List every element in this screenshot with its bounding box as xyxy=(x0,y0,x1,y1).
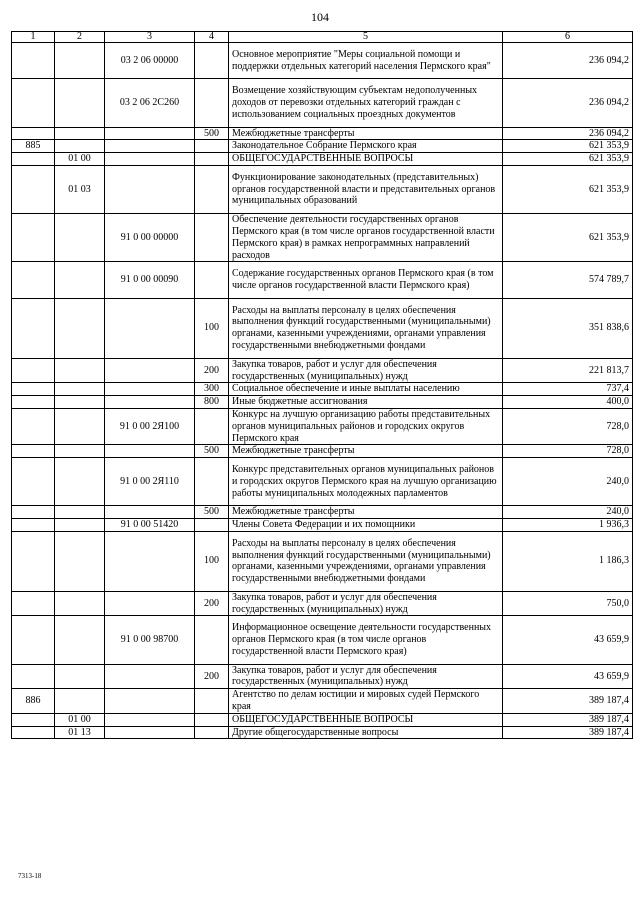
admin-code-cell xyxy=(12,383,55,396)
table-row xyxy=(12,664,633,689)
target-code-cell: 91 0 00 98700 xyxy=(105,616,195,664)
description-cell: Основное мероприятие "Меры социальной помощи и поддержки отдельных категорий населения Пермского края" xyxy=(229,43,503,79)
target-code-cell xyxy=(105,383,195,396)
table-row xyxy=(12,43,633,79)
admin-code-cell xyxy=(12,298,55,358)
expense-type-cell xyxy=(195,458,229,506)
section-code-cell xyxy=(55,458,105,506)
target-code-cell xyxy=(105,689,195,714)
target-code-cell xyxy=(105,396,195,409)
table-row xyxy=(12,214,633,262)
description-cell: Конкурс на лучшую организацию работы представительных органов муниципальных районов и городских округов Пермского края xyxy=(229,408,503,444)
target-code-cell: 91 0 00 2Я110 xyxy=(105,458,195,506)
expense-type-cell: 200 xyxy=(195,591,229,616)
table-row xyxy=(12,408,633,444)
admin-code-cell xyxy=(12,506,55,519)
expense-type-cell xyxy=(195,408,229,444)
amount-cell: 236 094,2 xyxy=(503,127,633,140)
amount-cell: 236 094,2 xyxy=(503,43,633,79)
table-row xyxy=(12,689,633,714)
section-code-cell: 01 00 xyxy=(55,153,105,166)
expense-type-cell: 200 xyxy=(195,358,229,383)
amount-cell: 240,0 xyxy=(503,506,633,519)
section-code-cell xyxy=(55,43,105,79)
amount-cell: 621 353,9 xyxy=(503,165,633,213)
amount-cell: 351 838,6 xyxy=(503,298,633,358)
expense-type-cell: 300 xyxy=(195,383,229,396)
section-code-cell xyxy=(55,79,105,127)
column-header: 6 xyxy=(503,32,633,43)
expense-type-cell: 100 xyxy=(195,298,229,358)
target-code-cell: 91 0 00 00090 xyxy=(105,262,195,298)
expense-type-cell xyxy=(195,726,229,739)
expense-type-cell xyxy=(195,262,229,298)
section-code-cell xyxy=(55,140,105,153)
table-row xyxy=(12,298,633,358)
section-code-cell xyxy=(55,445,105,458)
target-code-cell xyxy=(105,127,195,140)
amount-cell: 621 353,9 xyxy=(503,140,633,153)
table-row xyxy=(12,153,633,166)
target-code-cell xyxy=(105,664,195,689)
description-cell: Конкурс представительных органов муниципальных районов и городских округов Пермского края на лучшую организацию работы муниципальных молодежных парламентов xyxy=(229,458,503,506)
target-code-cell: 91 0 00 51420 xyxy=(105,519,195,532)
description-cell: Расходы на выплаты персоналу в целях обеспечения выполнения функций государственными (муниципальными) органами, казенными учреждениями, органами управления государственными внебюджетными фондами xyxy=(229,531,503,591)
document-code: 7313-18 xyxy=(18,872,42,880)
amount-cell: 240,0 xyxy=(503,458,633,506)
table-row xyxy=(12,396,633,409)
column-header: 5 xyxy=(229,32,503,43)
target-code-cell xyxy=(105,726,195,739)
column-header: 4 xyxy=(195,32,229,43)
section-code-cell xyxy=(55,127,105,140)
target-code-cell xyxy=(105,531,195,591)
admin-code-cell xyxy=(12,408,55,444)
amount-cell: 728,0 xyxy=(503,445,633,458)
target-code-cell xyxy=(105,140,195,153)
description-cell: Межбюджетные трансферты xyxy=(229,445,503,458)
expense-type-cell xyxy=(195,713,229,726)
amount-cell: 621 353,9 xyxy=(503,153,633,166)
section-code-cell xyxy=(55,664,105,689)
admin-code-cell xyxy=(12,214,55,262)
table-row xyxy=(12,445,633,458)
target-code-cell xyxy=(105,165,195,213)
description-cell: Закупка товаров, работ и услуг для обеспечения государственных (муниципальных) нужд xyxy=(229,358,503,383)
target-code-cell: 91 0 00 00000 xyxy=(105,214,195,262)
section-code-cell xyxy=(55,408,105,444)
target-code-cell xyxy=(105,153,195,166)
target-code-cell xyxy=(105,298,195,358)
admin-code-cell xyxy=(12,396,55,409)
target-code-cell xyxy=(105,358,195,383)
description-cell: Социальное обеспечение и иные выплаты населению xyxy=(229,383,503,396)
admin-code-cell xyxy=(12,726,55,739)
target-code-cell xyxy=(105,591,195,616)
expense-type-cell xyxy=(195,165,229,213)
admin-code-cell xyxy=(12,531,55,591)
section-code-cell xyxy=(55,298,105,358)
description-cell: Содержание государственных органов Пермского края (в том числе органов государственной власти Пермского края) xyxy=(229,262,503,298)
table-row xyxy=(12,726,633,739)
section-code-cell xyxy=(55,262,105,298)
expense-type-cell xyxy=(195,616,229,664)
expense-type-cell xyxy=(195,153,229,166)
description-cell: Обеспечение деятельности государственных органов Пермского края (в том числе органов государственной власти Пермского края) в рамках непрограммных направлений расходов xyxy=(229,214,503,262)
admin-code-cell xyxy=(12,358,55,383)
admin-code-cell xyxy=(12,458,55,506)
section-code-cell xyxy=(55,591,105,616)
amount-cell: 221 813,7 xyxy=(503,358,633,383)
amount-cell: 236 094,2 xyxy=(503,79,633,127)
section-code-cell xyxy=(55,214,105,262)
admin-code-cell xyxy=(12,165,55,213)
section-code-cell xyxy=(55,616,105,664)
amount-cell: 389 187,4 xyxy=(503,689,633,714)
amount-cell: 728,0 xyxy=(503,408,633,444)
table-row xyxy=(12,531,633,591)
description-cell: ОБЩЕГОСУДАРСТВЕННЫЕ ВОПРОСЫ xyxy=(229,153,503,166)
description-cell: Функционирование законодательных (представительных) органов государственной власти и представительных органов муниципальных образований xyxy=(229,165,503,213)
amount-cell: 1 186,3 xyxy=(503,531,633,591)
table-row xyxy=(12,519,633,532)
target-code-cell xyxy=(105,445,195,458)
target-code-cell xyxy=(105,713,195,726)
section-code-cell xyxy=(55,383,105,396)
page-number: 104 xyxy=(311,10,329,24)
target-code-cell: 03 2 06 2С260 xyxy=(105,79,195,127)
section-code-cell xyxy=(55,396,105,409)
description-cell: Межбюджетные трансферты xyxy=(229,506,503,519)
table-row xyxy=(12,79,633,127)
table-row xyxy=(12,591,633,616)
expense-type-cell: 200 xyxy=(195,664,229,689)
description-cell: Закупка товаров, работ и услуг для обеспечения государственных (муниципальных) нужд xyxy=(229,664,503,689)
expense-type-cell xyxy=(195,43,229,79)
admin-code-cell xyxy=(12,43,55,79)
admin-code-cell xyxy=(12,519,55,532)
expense-type-cell xyxy=(195,519,229,532)
admin-code-cell: 885 xyxy=(12,140,55,153)
section-code-cell: 01 13 xyxy=(55,726,105,739)
description-cell: Члены Совета Федерации и их помощники xyxy=(229,519,503,532)
section-code-cell xyxy=(55,519,105,532)
expense-type-cell xyxy=(195,79,229,127)
column-header: 1 xyxy=(12,32,55,43)
description-cell: Расходы на выплаты персоналу в целях обеспечения выполнения функций государственными (муниципальными) органами, казенными учреждениями, органами управления государственными внебюджетными фондами xyxy=(229,298,503,358)
table-row xyxy=(12,127,633,140)
section-code-cell xyxy=(55,358,105,383)
amount-cell: 737,4 xyxy=(503,383,633,396)
table-row xyxy=(12,458,633,506)
target-code-cell xyxy=(105,506,195,519)
section-code-cell xyxy=(55,506,105,519)
expense-type-cell: 500 xyxy=(195,506,229,519)
target-code-cell: 03 2 06 00000 xyxy=(105,43,195,79)
admin-code-cell: 886 xyxy=(12,689,55,714)
admin-code-cell xyxy=(12,445,55,458)
section-code-cell: 01 03 xyxy=(55,165,105,213)
amount-cell: 389 187,4 xyxy=(503,726,633,739)
description-cell: Агентство по делам юстиции и мировых судей Пермского края xyxy=(229,689,503,714)
description-cell: Возмещение хозяйствующим субъектам недополученных доходов от перевозки отдельных категорий граждан с использованием социальных проездных документов xyxy=(229,79,503,127)
description-cell: Информационное освещение деятельности государственных органов Пермского края (в том числе органов государственной власти Пермского края) xyxy=(229,616,503,664)
amount-cell: 750,0 xyxy=(503,591,633,616)
table-body xyxy=(12,43,633,739)
table-row xyxy=(12,140,633,153)
amount-cell: 621 353,9 xyxy=(503,214,633,262)
admin-code-cell xyxy=(12,262,55,298)
admin-code-cell xyxy=(12,591,55,616)
table-row xyxy=(12,616,633,664)
expense-type-cell xyxy=(195,214,229,262)
amount-cell: 574 789,7 xyxy=(503,262,633,298)
description-cell: Межбюджетные трансферты xyxy=(229,127,503,140)
admin-code-cell xyxy=(12,79,55,127)
description-cell: Другие общегосударственные вопросы xyxy=(229,726,503,739)
expense-type-cell: 800 xyxy=(195,396,229,409)
table-row xyxy=(12,383,633,396)
admin-code-cell xyxy=(12,713,55,726)
table-row xyxy=(12,262,633,298)
table-row xyxy=(12,506,633,519)
target-code-cell: 91 0 00 2Я100 xyxy=(105,408,195,444)
table-row xyxy=(12,358,633,383)
expense-type-cell xyxy=(195,689,229,714)
section-code-cell xyxy=(55,689,105,714)
table-header-row xyxy=(12,32,633,43)
admin-code-cell xyxy=(12,127,55,140)
column-header: 3 xyxy=(105,32,195,43)
column-header: 2 xyxy=(55,32,105,43)
amount-cell: 400,0 xyxy=(503,396,633,409)
description-cell: ОБЩЕГОСУДАРСТВЕННЫЕ ВОПРОСЫ xyxy=(229,713,503,726)
table-row xyxy=(12,713,633,726)
description-cell: Иные бюджетные ассигнования xyxy=(229,396,503,409)
admin-code-cell xyxy=(12,664,55,689)
expense-type-cell: 100 xyxy=(195,531,229,591)
expense-type-cell: 500 xyxy=(195,127,229,140)
admin-code-cell xyxy=(12,616,55,664)
section-code-cell: 01 00 xyxy=(55,713,105,726)
budget-table xyxy=(11,31,633,739)
amount-cell: 1 936,3 xyxy=(503,519,633,532)
amount-cell: 43 659,9 xyxy=(503,616,633,664)
amount-cell: 389 187,4 xyxy=(503,713,633,726)
table-row xyxy=(12,165,633,213)
section-code-cell xyxy=(55,531,105,591)
description-cell: Закупка товаров, работ и услуг для обеспечения государственных (муниципальных) нужд xyxy=(229,591,503,616)
expense-type-cell: 500 xyxy=(195,445,229,458)
admin-code-cell xyxy=(12,153,55,166)
description-cell: Законодательное Собрание Пермского края xyxy=(229,140,503,153)
amount-cell: 43 659,9 xyxy=(503,664,633,689)
expense-type-cell xyxy=(195,140,229,153)
